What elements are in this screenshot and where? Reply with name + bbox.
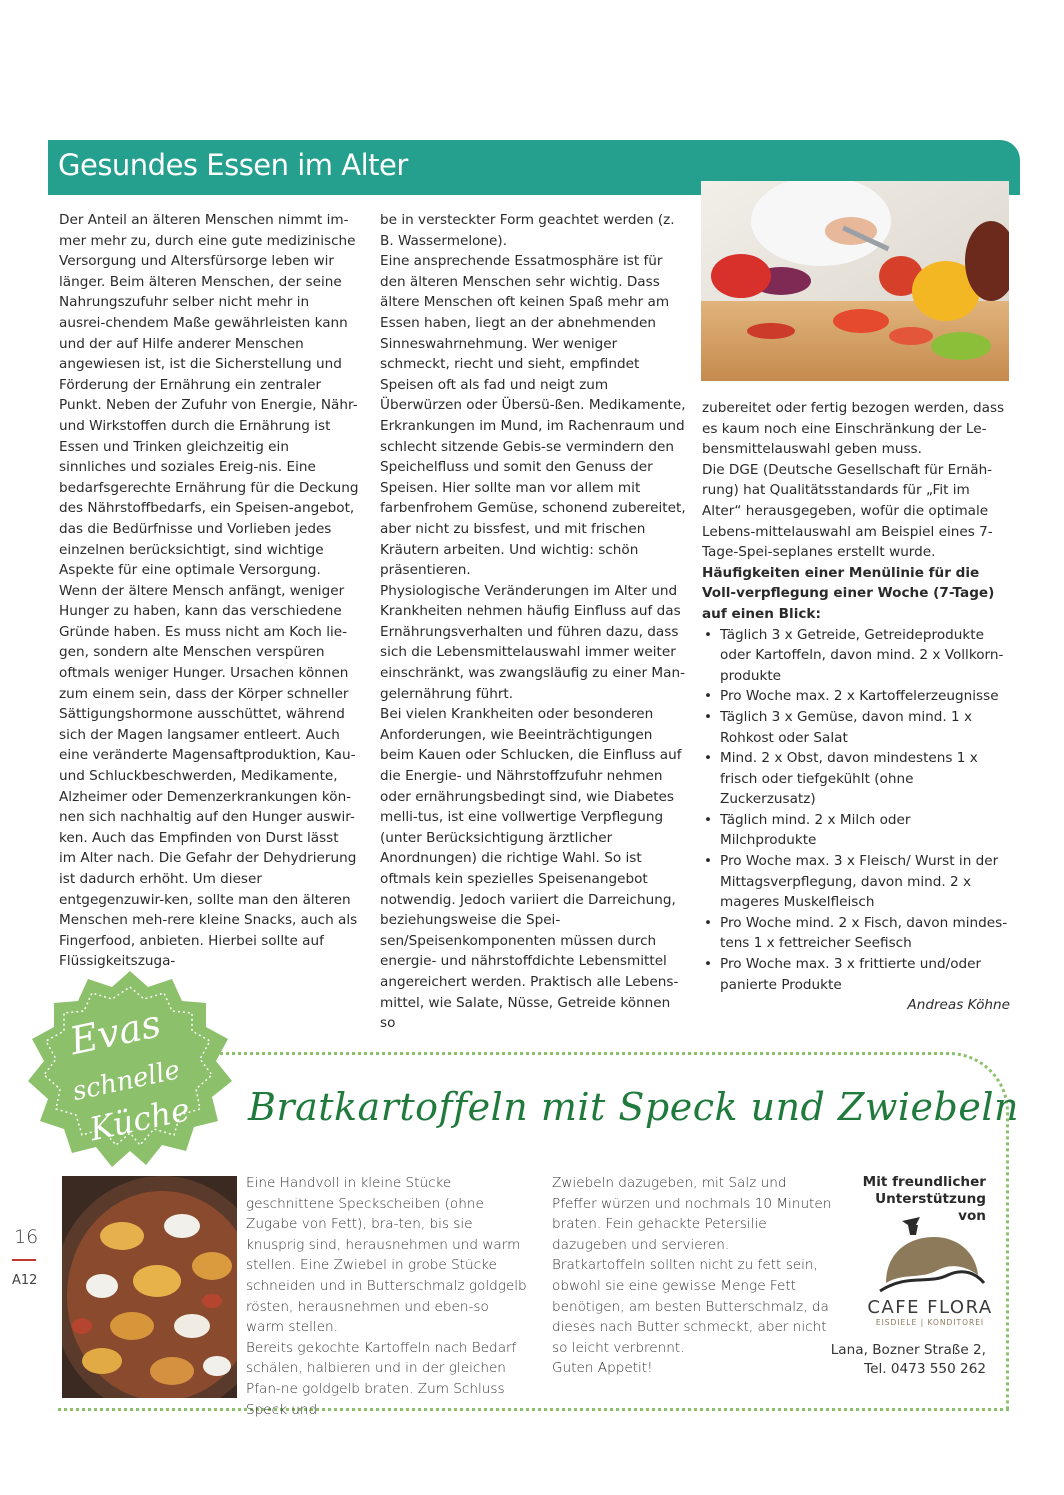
- article-paragraph: Physiologische Veränderungen im Alter und Krankheiten nehmen häufig Einfluss auf das Ernährungsverhalten und führen dazu, dass sich die Lebensmittelauswahl immer weiter einschränkt, was zwangsläufig zu einer Man-gelernährung führt.: [380, 582, 685, 702]
- list-item: • Täglich mind. 2 x Milch oder Milchprodukte: [702, 810, 1010, 851]
- page-number-rule: [12, 1259, 36, 1261]
- recipe-paragraph: Bereits gekochte Kartoffeln nach Bedarf schälen, halbieren und in der gleichen Pfan-ne goldgelb braten. Zum Schluss Speck und: [246, 1339, 517, 1418]
- recipe-badge: [10, 965, 250, 1185]
- address-line: Lana, Bozner Straße 2,: [830, 1342, 986, 1358]
- recipe-paragraph: Guten Appetit!: [552, 1360, 653, 1377]
- article-paragraph: be in versteckter Form geachtet werden (z. B. Wassermelone).: [380, 212, 675, 249]
- badge-word: Evas: [66, 1001, 165, 1064]
- page-number: 16: [14, 1226, 39, 1248]
- list-item: • Täglich 3 x Getreide, Getreideprodukte oder Kartoffeln, davon mind. 2 x Vollkorn-produkte: [702, 625, 1010, 687]
- article-paragraph: zubereitet oder fertig bezogen werden, dass es kaum noch eine Einschränkung der Le-bensmittelauswahl geben muss.: [702, 400, 1005, 458]
- article-author: Andreas Köhne: [907, 997, 1010, 1014]
- article-paragraph: Der Anteil an älteren Menschen nimmt im-mer mehr zu, durch eine gute medizinische Versorgung und Altersfürsorge leben wir länger. Beim älteren Menschen, der seine Nahrungszufuhr selber nicht mehr in ausrei-chendem Maße gewährleisten kann und der auf Hilfe anderer Menschen angewiesen ist, ist die Sicherstellung und Förderung der Ernährung ein zentraler Punkt. Neben der Zufuhr von Energie, Nähr- und Wirkstoffen durch die Ernährung ist Essen und Trinken gleichzeitig ein sinnliches und soziales Ereig-nis. Eine bedarfsgerechte Ernährung für die Deckung des Nährstoffbedarfs, ein Speisen-angebot, das die Bedürfnisse und Vorlieben jedes einzelnen berücksichtigt, sind wichtige Aspekte für eine optimale Versorgung.: [59, 212, 359, 579]
- recipe-column-2: [552, 1173, 832, 1379]
- list-heading: Häufigkeiten einer Menülinie für die Voll-verpflegung einer Woche (7-Tage) auf einen Blick:: [702, 564, 995, 622]
- article-paragraph: Eine ansprechende Essatmosphäre ist für den älteren Menschen sehr wichtig. Dass ältere Menschen oft keinen Spaß mehr am Essen haben, liegt an der abnehmenden Sinneswahrnehmung. Wer weniger schmeckt, riecht und sieht, empfindet Speisen oft als fad und neigt zum Überwürzen oder Übersü-ßen. Medikamente, Erkrankungen im Mund, im Rachenraum und schlecht sitzende Gebis-se vermindern den Speichelfluss und somit den Genuss der Speisen. Hier sollte man vor allem mit farbenfrohem Gemüse, schonend zubereitet, aber nicht zu bissfest, und mit frischen Kräutern arbeiten. Und wichtig: schön präsentieren.: [380, 253, 686, 579]
- article-title: Gesundes Essen im Alter: [58, 148, 408, 182]
- recipe-column-1: [246, 1173, 531, 1420]
- list-item: • Mind. 2 x Obst, davon mindestens 1 x frisch oder tiefgekühlt (ohne Zuckerzusatz): [702, 748, 1010, 810]
- sponsor-heading: Mit freundlicher Unterstützung von: [862, 1174, 986, 1224]
- badge-word: schnelle: [70, 1055, 183, 1108]
- article-paragraph: Wenn der ältere Mensch anfängt, weniger Hunger zu haben, kann das verschiedene Gründe haben. Es muss nicht am Koch lie-gen, sondern alte Menschen verspüren oftmals weniger Hunger. Ursachen können zum einem sein, dass der Körper schneller Sättigungshormone ausschüttet, während sich der Magen langsamer entleert. Auch eine veränderte Magensaftproduktion, Kau- und Schluckbeschwerden, Medikamente, Alzheimer oder Demenzerkrankungen kön-nen sich nachhaltig auf den Hunger auswir-ken. Auch das Empfinden von Durst lässt im Alter nach. Die Gefahr der Dehydrierung ist dadurch erhöht. Um dieser entgegenzuwir-ken, sollte man den älteren Menschen meh-rere kleine Snacks, auch als Fingerfood, anbieten. Hierbei sollte auf Flüssigkeitszuga-: [59, 582, 358, 970]
- list-item: • Pro Woche max. 3 x Fleisch/ Wurst in der Mittagsverpflegung, davon mind. 2 x mageres Muskelfleisch: [702, 851, 1010, 913]
- list-item: • Pro Woche max. 2 x Kartoffelerzeugnisse: [702, 686, 1010, 707]
- sponsor-address: [830, 1341, 986, 1379]
- badge-word: Küche: [86, 1090, 194, 1149]
- article-paragraph: Bei vielen Krankheiten oder besonderen Anforderungen, wie Beeinträchtigungen beim Kauen oder Schlucken, die Einfluss auf die Energie- und Nährstoffzufuhr nehmen oder ernährungsbedingt sind, wie Diabetes melli-tus, ist eine vollwertige Verpflegung (unter Berücksichtigung ärztlicher Anordnungen) die richtige Wahl. So ist oftmals kein spezielles Speisenangebot notwendig. Jedoch variiert die Darreichung, beziehungsweise die Spei-sen/Speisenkomponenten müssen durch energie- und nährstoffdichte Lebensmittel angereichert werden. Praktisch alle Lebens-mittel, wie Salate, Nüsse, Getreide können so: [380, 706, 682, 1032]
- recipe-paragraph: Zwiebeln dazugeben, mit Salz und Pfeffer würzen und nochmals 10 Minuten braten. Fein gehackte Petersilie dazugeben und servieren.: [552, 1175, 832, 1253]
- article-column-3: [702, 398, 1010, 1016]
- recipe-title: Bratkartoffeln mit Speck und Zwiebeln: [248, 1085, 1019, 1129]
- logo-subtitle: EISDIELE | KONDITOREI: [875, 1318, 985, 1327]
- fried-potatoes-photo: [62, 1176, 237, 1398]
- phone-line: Tel. 0473 550 262: [864, 1361, 986, 1377]
- list-item: • Täglich 3 x Gemüse, davon mind. 1 x Rohkost oder Salat: [702, 707, 1010, 748]
- list-item: • Pro Woche max. 3 x frittierte und/oder panierte Produkte: [702, 954, 1010, 995]
- vegetables-photo: [701, 181, 1009, 381]
- article-column-1: [59, 210, 359, 972]
- recipe-paragraph: Bratkartoffeln sollten nicht zu fett sein, obwohl sie eine gewisse Menge Fett benötigen, am besten Butterschmalz, da dieses nach Butter schmeckt, aber nicht so leicht verbrennt.: [552, 1257, 829, 1356]
- recipe-paragraph: Eine Handvoll in kleine Stücke geschnittene Speckscheiben (ohne Zugabe von Fett), bra-ten, bis sie knusprig sind, herausnehmen und warm stellen. Eine Zwiebel in grobe Stücke schneiden und in Butterschmalz goldgelb rösten, herausnehmen und eben-so warm stellen.: [246, 1175, 527, 1336]
- guideline-list: [702, 625, 1010, 996]
- section-label: A12: [12, 1273, 38, 1288]
- logo-name: CAFE FLORA: [867, 1297, 993, 1318]
- article-column-2: [380, 210, 688, 1034]
- article-paragraph: Die DGE (Deutsche Gesellschaft für Ernäh-rung) hat Qualitätsstandards für „Fit im Alter“ herausgegeben, wofür die optimale Lebens-mittelauswahl am Beispiel eines 7-Tage-Spei-seplanes erstellt wurde.: [702, 461, 993, 561]
- list-item: • Pro Woche mind. 2 x Fisch, davon mindes-tens 1 x fettreicher Seefisch: [702, 913, 1010, 954]
